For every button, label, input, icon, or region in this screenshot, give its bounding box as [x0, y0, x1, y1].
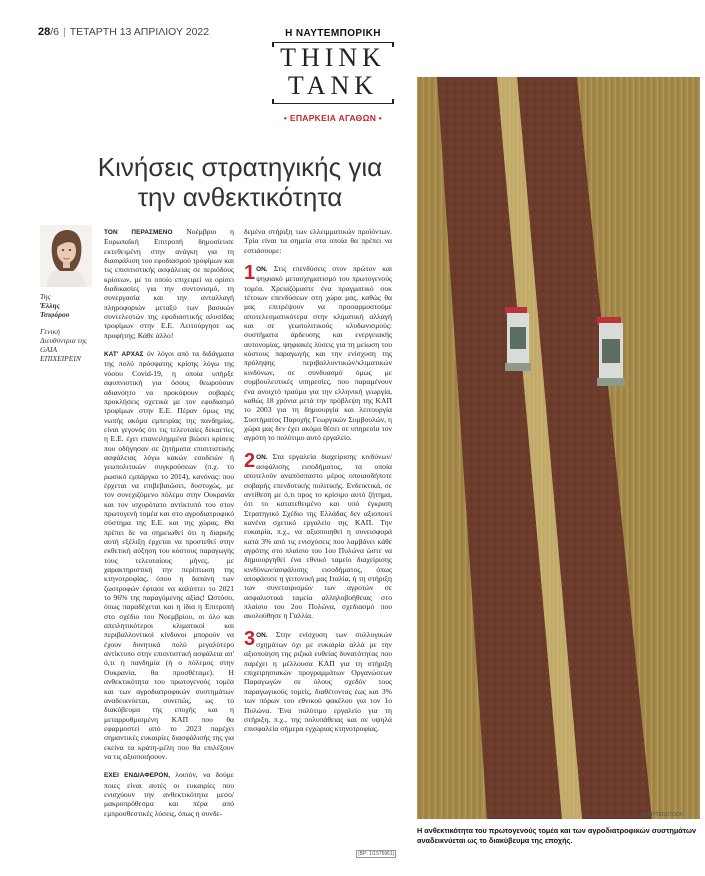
numbered-point-3	[244, 627, 392, 734]
article-column-1	[104, 227, 234, 867]
think-tank-logo	[272, 28, 394, 108]
article-reference-code: (ΒΡ: 1/1575961)	[358, 851, 395, 857]
logo-frame	[272, 42, 394, 104]
numbered-point-1	[244, 264, 392, 443]
numbered-point-2	[244, 449, 392, 621]
paragraph	[104, 227, 234, 340]
article-headline: Κινήσεις στρατηγικής για την ανθεκτικότητα	[97, 152, 383, 212]
page-header	[38, 26, 268, 38]
page-number-suffix: /6	[50, 26, 60, 38]
point-number: 1	[244, 262, 256, 285]
paragraph-text: λοιπόν, να δούμε ποιες είναι αυτές οι ευκαιρίες που ενισχύουν την ανθεκτικότητα μεσο/μακροπρόθεσμα και πέρα από εμπροσθεστικές λύσεις, όπως η συνδε-	[104, 770, 234, 818]
paragraph	[104, 770, 234, 818]
photo-credit: SHUTTERSTOCK	[642, 812, 683, 818]
paragraph-text: όν λόγοι από τα διδάγματα της πολύ πρόσφατης κρίσης λόγω της νόσου Covid-19, η οποία υπήρξε αφυπνιστική για όσους θεωρούσαν αδιανόητο να προκύψουν σοβαρές προκλήσεις σχετικά με τον εφοδιασμό τροφίμων στην Ε.Ε. Πέραν όμως της νωπής ακόμα εμπειρίας της πανδημίας, είναι γεγονός ότι τις τελευταίες δεκαετίες η Ε.Ε. έχει επανειλημμένα βιώσει κρίσεις που οδήγησαν σε ζητήματα επισιτιστικής ασφάλειας λόγω κακών εσοδειών ή γεωπολιτικών συγκρούσεων (π.χ. το ρωσικό εμπάργκο το 2014), κανόνας: που έρχεται να επιβεβαιώσει, δυστυχώς, με τον συνεχιζόμενο πόλεμο στην Ουκρανία και τον ισχυρότατο αντίκτυπό του στον πρωτογενή τομέα και στο αγροδιατροφικό σύστημα της Ε.Ε. και της χώρας. Θα πρέπει δε να σημειωθεί ότι η διαρκής αυτή εξέλιξη έρχεται να προστεθεί στην εκθετική αύξηση του κόστους παραγωγής τους τελευταίους μήνες, με χαρακτηριστική την περίπτωση της κτηνοτροφίας, όπου η δαπάνη των ζωοτροφών έφτασε να καλύπτει το 2021 το 96% της παραγόμενης αξίας! Ωστόσο, όπως παραδέχεται και η ίδια η Επιτροπή στο σχέδιο του Νοεμβρίου, οι όλο και απειλητικότεροι κλιματικοί και περιβαλλοντικοί κίνδυνοι μπορούν να έχουν δυνητικά πολύ μεγαλύτερο αντίκτυπο στην επισιτιστική ασφάλεια απ' ό,τι η πανδημία (ή ο πόλεμος στην Ουκρανία, θα προσθέταμε). Η ανθεκτικότητα του πρωτογενούς τομέα και των αγροδιατροφικών συστημάτων αναδεικνύεται, συνεπώς, ως το διακύβευμα της εποχής και η μεταρρυθμισμένη ΚΑΠ που θα εφαρμοστεί από το 2023 παρέχει σημαντικές ευκαιρίες διασφάλισής της για εκείνα τα κράτη-μέλη που θα επιλέξουν να τις αξιοποιήσουν.	[104, 349, 234, 761]
point-label: ΟΝ.	[256, 631, 268, 639]
byline-prefix: Της	[40, 292, 51, 301]
header-separator: |	[63, 26, 66, 38]
point-number: 3	[244, 627, 256, 650]
point-label: ΟΝ.	[256, 453, 268, 461]
aerial-field-illustration	[417, 77, 700, 819]
paragraph	[104, 349, 234, 761]
paragraph-text: Νοέμβριο η Ευρωπαϊκή Επιτροπή δημοσίευσε εκτεθειμένη στην ανάγκη για τη διασφάλιση του εφοδιασμού τροφίμων και τις επισιτιστικής ασφάλειας σε περιόδους κρίσεων, με το οποίο επιχειρεί να ορίσει διαδικασίες για την συντονισμό, τη συνεργασία και την ανταλλαγή πληροφοριών μεταξύ των βασικών συντελεστών της εφοδιαστικής αλυσίδας τροφίμων στην Ε.Ε. Λειτούργησε ως προφήτης; Κάθε άλλο!	[104, 227, 234, 340]
article-column-2	[244, 227, 392, 867]
author-name: Έλλης Τσιφόρου	[40, 301, 70, 319]
paragraph-lead: ΚΑΤ' ΑΡΧΑΣ	[104, 351, 144, 359]
author-photo	[40, 225, 92, 287]
point-text: Στην ενίσχυση των συλλογικών σχημάτων όχι με ευκαιρία αλλά με την αξιοποίηση της ριζικά ευθείας δυνατότητας που παρέχει η μέλλουσα ΚΑΠ για τη στήριξη επιχειρησιακών προγραμμάτων Οργανώσεων Παραγωγών σε όλους σχεδόν τους παραγωγικούς τομείς, διαθέτοντας έως και 3% των πόρων του εθνικού φακέλου για τον 1ο Πυλώνα. Ένα πολύτιμο εργαλείο για τη στήριξη, π.χ., της πολυπάθειας και σε υψηλά επισφαλεία σήμερα εγχώριας κτηνοτροφίας.	[244, 629, 392, 734]
newspaper-brand: Η ΝΑΥΤΕΜΠΟΡΙΚΗ	[285, 28, 381, 39]
paragraph: δεμένα στήριξη των ελλειμματικών προϊόντων. Τρία είναι τα σημεία στα οποία θα πρέπει να εστιάσουμε:	[244, 227, 392, 255]
page-number: 28	[38, 26, 51, 38]
paragraph-lead: ΕΧΕΙ ΕΝΔΙΑΦΕΡΟΝ,	[104, 772, 171, 780]
logo-word-think: THINK	[280, 43, 386, 72]
paragraph-lead: ΤΟΝ ΠΕΡΑΣΜΕΝΟ	[104, 229, 173, 236]
author-role: Γενική Διευθύντρια της GAIA ΕΠΙΧΕΙΡΕΙΝ	[40, 327, 87, 363]
logo-word-tank: TANK	[287, 71, 379, 100]
issue-date: ΤΕΤΑΡΤΗ 13 ΑΠΡΙΛΙΟΥ 2022	[69, 26, 210, 38]
author-byline	[40, 292, 90, 363]
section-label: • ΕΠΑΡΚΕΙΑ ΑΓΑΘΩΝ •	[283, 113, 383, 123]
point-label: ΟΝ.	[256, 266, 268, 274]
point-text: Στις επενδύσεις στον πρώτον και ψηφιακό μετασχηματισμό του πρωτογενούς τομέα. Χρειαζόμαστε ένα πραγματικό σοκ τέτοιων επενδύσεων στη χώρα μας, καθώς θα μας επιτρέψουν να προσαρμοστούμε αποτελεσματικότερα στην κλιματική αλλαγή και σε γεωπολιτικούς κλυδωνισμούς: συστήματα άρδευσης και ενεργειακής αυτονομίας, ψηφιακές λύσεις για τη μείωση του κόστους παραγωγής και την ενίσχυση της πρόληψης περιβαλλοντικών/κλιματικών κινδύνων, σε συνδυασμό όμως με συμβουλευτικές υπηρεσίες, που παραμένουν ένα ανοιχτό τραύμα για την ελληνική γεωργία, καθώς 18 χρόνια μετά την πρόβλεψη της ΚΑΠ το 2003 για τη δημιουργία και λειτουργία Συστήματος Παροχής Γεωργικών Συμβουλών, η χώρα μας δεν έχει ακόμα θέσει σε υπηρεσία τον αγρότη το πολύτιμο αυτό εργαλείο.	[244, 264, 392, 443]
point-number: 2	[244, 449, 256, 472]
field-harvest-photo	[417, 77, 700, 819]
author-portrait	[40, 225, 92, 287]
photo-caption: Η ανθεκτικότητα του πρωτογενούς τομέα και των αγροδιατροφικών συστημάτων αναδεικνύεται ως το διακύβευμα της εποχής.	[417, 826, 697, 845]
point-text: Στα εργαλεία διαχείρισης κινδύνων/ασφάλισης εισοδήματος, τα οποία αποτελούν αναπόσπαστο μέρος οποιασδήποτε σοβαρής επενδυτικής πολιτικής. Ενδεικτικά, σε αντίθεση με ό,τι προς το κρίσιμο αυτό ζήτημα, ότι το κατατεθειμένο και υπό έγκριση Στρατηγικό Σχέδιο της Ελλάδας δεν αξιοποιεί κανένα σχετικό εργαλείο της ΚΑΠ. Την ευκαιρία, π.χ., να αξιοποιηθεί η συνεισφορά κατά 3% από τις ενισχύσεις που λαμβάνει κάθε αγρότης στο πλαίσιο του 1ου Πυλώνα ώστε να δημιουργηθεί ένα εθνικό ταμείο διαχείρισης κινδύνων/ασφάλισης εισοδήματος, όπως αποφάσισε η γειτονική μας Ιταλία, ή τη στήριξη των συνεταιρισμών των αγροτών σε ασφαλιστικά ταμεία αλληλοβοήθειας στο πλαίσιο του 2ου Πυλώνα, σχεδιασμό που ακολούθησε η Γαλλία.	[244, 451, 392, 621]
